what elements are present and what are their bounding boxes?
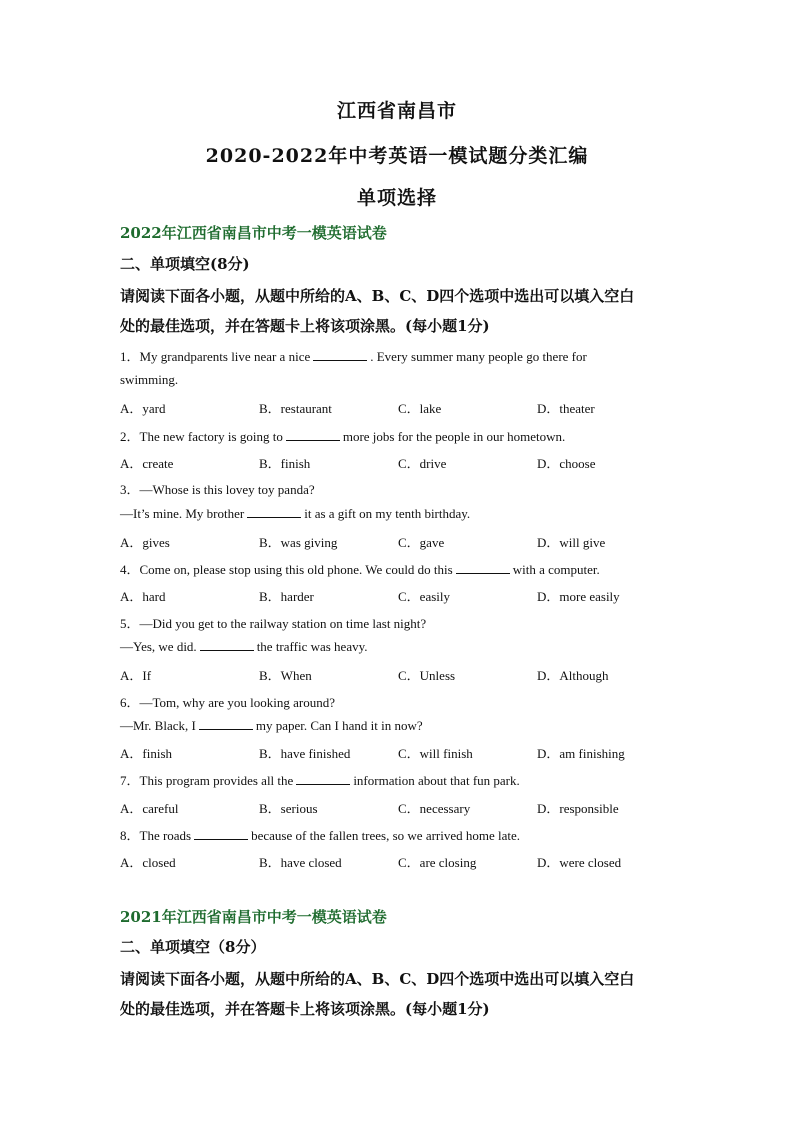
option-c: C．easily	[398, 589, 450, 604]
instruction-line-2: 处的最佳选项，并在答题卡上将该项涂黑。(每小题1分)	[120, 317, 490, 335]
option-b: B．restaurant	[259, 401, 332, 416]
option-a: A．finish	[120, 746, 173, 761]
question-text: 4．Come on, please stop using this old phone. We could do this	[120, 562, 453, 577]
question-text: —Mr. Black, I	[120, 718, 196, 733]
question-5-stem: 5．—Did you get to the railway station on time last night?	[120, 616, 427, 631]
question-2-stem	[120, 426, 565, 445]
option-b: B．serious	[259, 801, 318, 816]
question-text: with a computer.	[512, 562, 600, 577]
option-c: C．gave	[398, 535, 445, 550]
question-3-options	[120, 532, 680, 550]
question-text: . Every summer many people go there for	[370, 349, 587, 364]
question-7-options	[120, 798, 680, 816]
option-c: C．lake	[398, 401, 442, 416]
section-subheading-2022: 二、单项填空(8分)	[120, 255, 250, 273]
option-a: A．gives	[120, 535, 170, 550]
answer-blank	[313, 350, 367, 361]
question-1-stem	[120, 346, 587, 365]
answer-blank	[456, 563, 510, 574]
option-c: C．Unless	[398, 668, 456, 683]
question-3-stem: 3．—Whose is this lovey toy panda?	[120, 482, 315, 497]
question-1-stem-continued: swimming.	[120, 372, 179, 387]
question-2-options	[120, 453, 680, 471]
question-5-options	[120, 665, 680, 683]
option-d: D．responsible	[537, 801, 619, 816]
question-3-stem-response	[120, 506, 470, 522]
option-b: B．finish	[259, 456, 311, 471]
option-a: A．create	[120, 456, 174, 471]
question-1-options	[120, 398, 680, 416]
option-b: B．harder	[259, 589, 314, 604]
question-text: 1．My grandparents live near a nice	[120, 349, 311, 364]
question-text: —Yes, we did.	[120, 639, 197, 654]
question-text: 8．The roads	[120, 828, 192, 843]
document-title-region: 江西省南昌市	[336, 100, 457, 122]
option-c: C．will finish	[398, 746, 473, 761]
answer-blank	[200, 640, 254, 651]
option-d: D．am finishing	[537, 746, 625, 761]
option-b: B．have finished	[259, 746, 351, 761]
instruction-line-1: 请阅读下面各小题，从题中所给的A、B、C、D四个选项中选出可以填入空白	[120, 287, 635, 305]
question-8-stem	[120, 825, 520, 844]
option-d: D．choose	[537, 456, 596, 471]
option-a: A．yard	[120, 401, 166, 416]
answer-blank	[199, 719, 253, 730]
option-d: D．were closed	[537, 855, 622, 870]
section-heading-2021: 2021年江西省南昌市中考一模英语试卷	[120, 908, 387, 926]
option-a: A．hard	[120, 589, 166, 604]
section-heading-2022: 2022年江西省南昌市中考一模英语试卷	[120, 224, 387, 242]
option-d: D．will give	[537, 535, 606, 550]
option-c: C．necessary	[398, 801, 471, 816]
question-text: the traffic was heavy.	[256, 639, 368, 654]
question-text: —It’s mine. My brother	[120, 506, 245, 521]
question-6-options	[120, 743, 680, 761]
option-c: C．drive	[398, 456, 447, 471]
option-d: D．Although	[537, 668, 609, 683]
question-text: because of the fallen trees, so we arrived home late.	[251, 828, 521, 843]
answer-blank	[247, 507, 301, 518]
document-title: 2020-2022年中考英语一模试题分类汇编	[205, 145, 589, 167]
question-text: 2．The new factory is going to	[120, 429, 283, 444]
question-text: 7．This program provides all the	[120, 773, 294, 788]
instruction-line-2: 处的最佳选项，并在答题卡上将该项涂黑。(每小题1分)	[120, 1000, 490, 1018]
section-subheading-2021: 二、单项填空（8分）	[120, 938, 266, 956]
question-8-options	[120, 852, 680, 870]
option-a: A．careful	[120, 801, 179, 816]
question-6-stem-response	[120, 718, 423, 734]
question-text: more jobs for the people in our hometown.	[342, 429, 566, 444]
option-a: A．If	[120, 668, 152, 683]
question-4-stem	[120, 559, 600, 578]
question-text: my paper. Can I hand it in now?	[255, 718, 423, 733]
option-b: B．was giving	[259, 535, 338, 550]
answer-blank	[296, 774, 350, 785]
document-subtitle: 单项选择	[356, 187, 437, 209]
question-4-options	[120, 586, 680, 604]
option-b: B．have closed	[259, 855, 342, 870]
question-text: information about that fun park.	[353, 773, 520, 788]
answer-blank	[286, 430, 340, 441]
instruction-line-1: 请阅读下面各小题，从题中所给的A、B、C、D四个选项中选出可以填入空白	[120, 970, 635, 988]
option-b: B．When	[259, 668, 312, 683]
answer-blank	[194, 829, 248, 840]
question-text: it as a gift on my tenth birthday.	[304, 506, 471, 521]
option-d: D．theater	[537, 401, 595, 416]
option-c: C．are closing	[398, 855, 477, 870]
question-5-stem-response	[120, 639, 368, 655]
question-6-stem: 6．—Tom, why are you looking around?	[120, 695, 335, 710]
question-7-stem	[120, 770, 520, 789]
option-d: D．more easily	[537, 589, 620, 604]
option-a: A．closed	[120, 855, 176, 870]
